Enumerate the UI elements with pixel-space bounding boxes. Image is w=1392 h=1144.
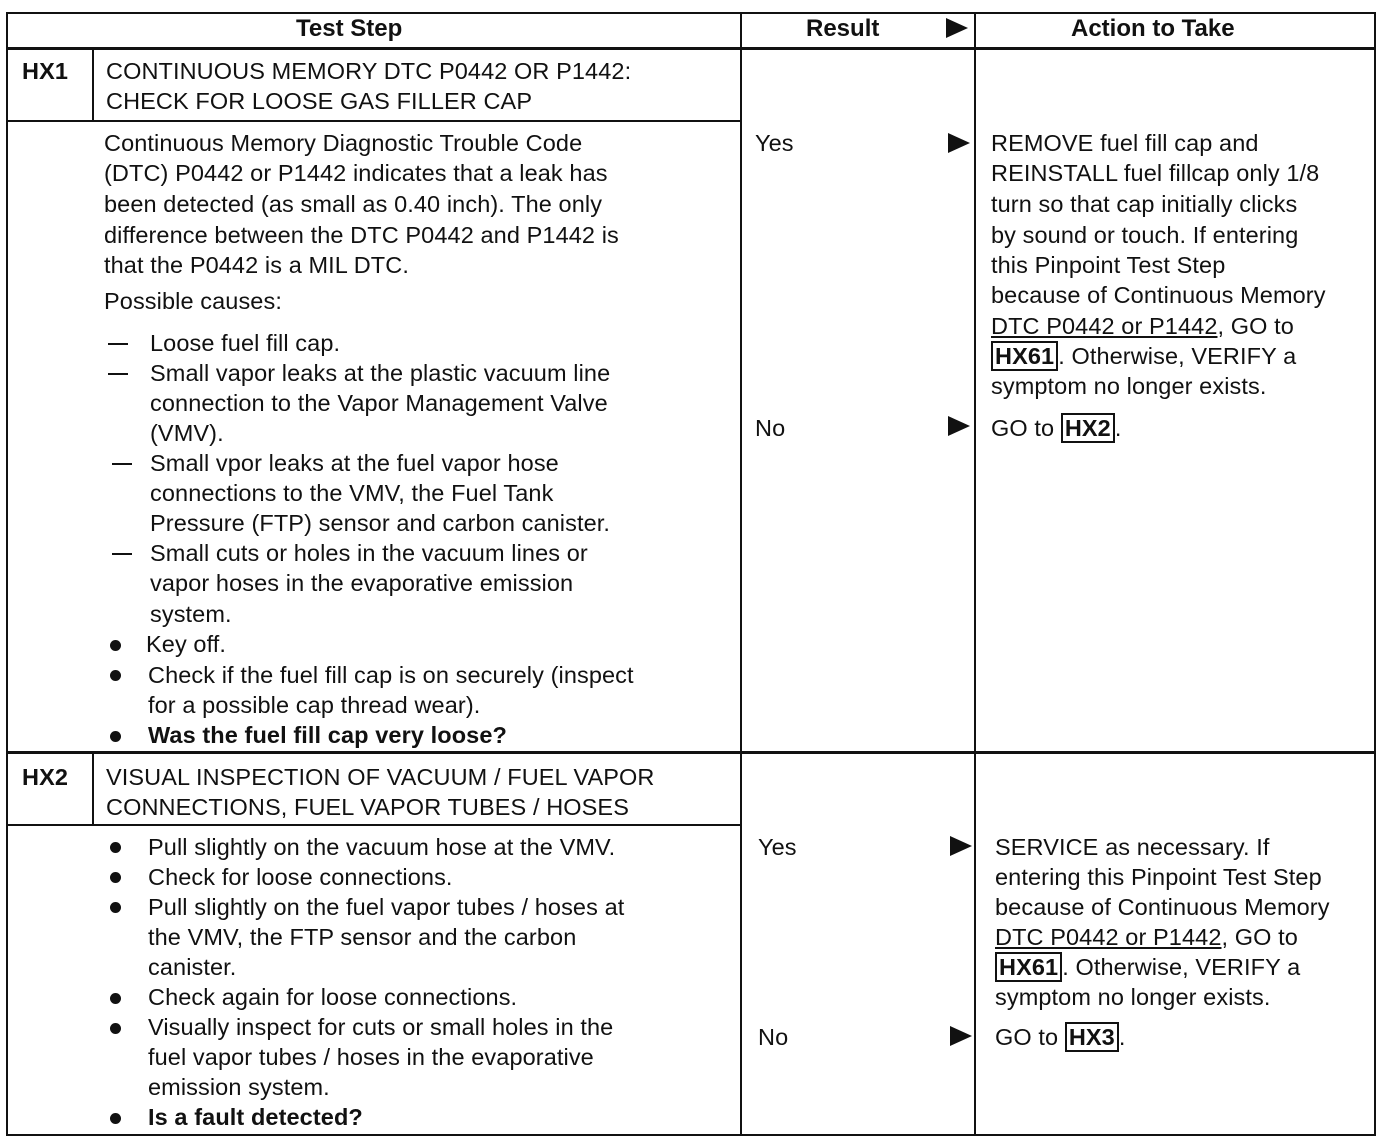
hx2-yes-action-line6: symptom no longer exists. — [995, 984, 1271, 1010]
bullet-icon — [110, 842, 121, 853]
hx1-cause2-line1: Small vapor leaks at the plastic vacuum line — [150, 360, 611, 386]
table-left-border — [6, 12, 8, 1136]
hx2-b3-line1: Pull slightly on the fuel vapor tubes / hoses at — [148, 894, 625, 920]
hx1-yes-action-line7 — [991, 311, 1294, 341]
header-result: Result — [806, 15, 880, 42]
hx1-cause4-line2: vapor hoses in the evaporative emission — [150, 570, 574, 596]
hx1-no-goto-text: GO to — [991, 415, 1055, 441]
hx1-bullet2-line2: for a possible cap thread wear). — [148, 692, 481, 718]
hx1-cause3-line2: connections to the VMV, the Fuel Tank — [150, 480, 554, 506]
dash-icon — [112, 463, 132, 465]
hx1-ref-hx61[interactable]: HX61 — [991, 341, 1058, 371]
hx2-yes-action-line2: entering this Pinpoint Test Step — [995, 864, 1322, 890]
bullet-icon — [110, 902, 121, 913]
step-id-hx2: HX2 — [22, 764, 69, 790]
hx1-result-no: No — [755, 415, 786, 441]
hx1-yes-action-line8 — [991, 341, 1296, 371]
hx1-cause3-line3: Pressure (FTP) sensor and carbon canister. — [150, 510, 611, 536]
hx1-title-bottom — [6, 120, 740, 122]
hx1-yes-action-line4: by sound or touch. If entering — [991, 222, 1299, 248]
hx2-no-goto-text: GO to — [995, 1024, 1059, 1050]
hx2-result-no: No — [758, 1024, 789, 1050]
bullet-icon — [110, 872, 121, 883]
hx1-desc-line2: (DTC) P0442 or P1442 indicates that a leak has — [104, 160, 608, 186]
arrow-right-icon — [950, 1026, 972, 1046]
hx1-bullet2-line1: Check if the fuel fill cap is on securely (inspect — [148, 662, 634, 688]
header-test-step: Test Step — [296, 15, 403, 42]
hx1-cause1-line1: Loose fuel fill cap. — [150, 330, 341, 356]
hx2-no-action — [995, 1022, 1125, 1052]
hx1-yes-action-line3: turn so that cap initially clicks — [991, 191, 1298, 217]
hx1-desc-line4: difference between the DTC P0442 and P1442 is — [104, 222, 619, 248]
bullet-icon — [110, 731, 121, 742]
col-divider-result-action — [974, 12, 976, 1136]
hx1-cause4-line3: system. — [150, 601, 232, 627]
hx2-title-line2: CONNECTIONS, FUEL VAPOR TUBES / HOSES — [106, 794, 629, 820]
hx1-question: Was the fuel fill cap very loose? — [148, 722, 507, 748]
hx2-dtc-underlined: DTC P0442 or P1442 — [995, 924, 1222, 950]
arrow-right-icon — [946, 18, 968, 38]
bullet-icon — [110, 993, 121, 1004]
hx1-desc-line3: been detected (as small as 0.40 inch). The only — [104, 191, 603, 217]
hx2-yes-action-line4 — [995, 922, 1298, 952]
hx2-ref-hx61[interactable]: HX61 — [995, 952, 1062, 982]
hx1-ref-hx2[interactable]: HX2 — [1061, 413, 1115, 443]
hx1-cause4-line1: Small cuts or holes in the vacuum lines or — [150, 540, 588, 566]
hx1-desc-line1: Continuous Memory Diagnostic Trouble Code — [104, 130, 583, 156]
hx1-hx2-separator — [6, 751, 1376, 754]
dash-icon — [108, 373, 128, 375]
dash-icon — [112, 553, 132, 555]
bullet-icon — [110, 670, 121, 681]
hx2-title-line1: VISUAL INSPECTION OF VACUUM / FUEL VAPOR — [106, 764, 655, 790]
hx1-yes-action-line1: REMOVE fuel fill cap and — [991, 130, 1259, 156]
hx2-b5-line2: fuel vapor tubes / hoses in the evaporative — [148, 1044, 594, 1070]
hx1-yes-action-line5: this Pinpoint Test Step — [991, 252, 1226, 278]
hx2-yes-action-line1: SERVICE as necessary. If — [995, 834, 1270, 860]
hx1-cause2-line3: (VMV). — [150, 420, 224, 446]
hx2-b5-line1: Visually inspect for cuts or small holes in the — [148, 1014, 614, 1040]
bullet-icon — [110, 1023, 121, 1034]
hx1-yes-action-line6: because of Continuous Memory — [991, 282, 1326, 308]
arrow-right-icon — [948, 133, 970, 153]
hx1-cause2-line2: connection to the Vapor Management Valve — [150, 390, 608, 416]
hx2-goto-text: , GO to — [1221, 924, 1298, 950]
hx2-b1-line1: Pull slightly on the vacuum hose at the VMV. — [148, 834, 616, 860]
header-action-to-take: Action to Take — [1071, 15, 1235, 42]
hx1-otherwise-text: . Otherwise, VERIFY a — [1058, 343, 1297, 369]
hx1-title-line2: CHECK FOR LOOSE GAS FILLER CAP — [106, 88, 533, 114]
bullet-icon — [110, 640, 121, 651]
bullet-icon — [110, 1113, 121, 1124]
table-right-border — [1374, 12, 1376, 1136]
dash-icon — [108, 343, 128, 345]
hx2-yes-action-line3: because of Continuous Memory — [995, 894, 1330, 920]
hx2-question: Is a fault detected? — [148, 1104, 363, 1130]
hx2-b5-line3: emission system. — [148, 1074, 330, 1100]
table-bottom-border — [6, 1134, 1376, 1136]
hx2-yes-action-line5 — [995, 952, 1300, 982]
id-divider-hx2 — [92, 754, 94, 826]
hx1-title-line1: CONTINUOUS MEMORY DTC P0442 OR P1442: — [106, 58, 632, 84]
hx2-result-yes: Yes — [758, 834, 797, 860]
arrow-right-icon — [948, 416, 970, 436]
hx2-no-period: . — [1118, 1024, 1126, 1050]
hx1-no-period: . — [1114, 415, 1122, 441]
hx2-b4-line1: Check again for loose connections. — [148, 984, 518, 1010]
hx1-result-yes: Yes — [755, 130, 794, 156]
header-bottom-border — [6, 47, 1376, 50]
hx2-b3-line2: the VMV, the FTP sensor and the carbon — [148, 924, 577, 950]
hx1-no-action — [991, 413, 1121, 443]
hx1-goto-text: , GO to — [1217, 313, 1294, 339]
hx1-desc-line5: that the P0442 is a MIL DTC. — [104, 252, 409, 278]
hx1-bullet1-line1: Key off. — [146, 631, 227, 657]
col-divider-step-result — [740, 12, 742, 1136]
hx1-yes-action-line2: REINSTALL fuel fillcap only 1/8 — [991, 160, 1320, 186]
hx2-otherwise-text: . Otherwise, VERIFY a — [1062, 954, 1301, 980]
arrow-right-icon — [950, 836, 972, 856]
hx2-title-bottom — [6, 824, 740, 826]
hx1-possible-causes: Possible causes: — [104, 288, 282, 314]
hx1-dtc-underlined: DTC P0442 or P1442 — [991, 313, 1218, 339]
step-id-hx1: HX1 — [22, 58, 69, 84]
hx2-b3-line3: canister. — [148, 954, 237, 980]
id-divider-hx1 — [92, 50, 94, 122]
hx2-b2-line1: Check for loose connections. — [148, 864, 453, 890]
hx1-yes-action-line9: symptom no longer exists. — [991, 373, 1267, 399]
hx1-cause3-line1: Small vpor leaks at the fuel vapor hose — [150, 450, 559, 476]
hx2-ref-hx3[interactable]: HX3 — [1065, 1022, 1119, 1052]
